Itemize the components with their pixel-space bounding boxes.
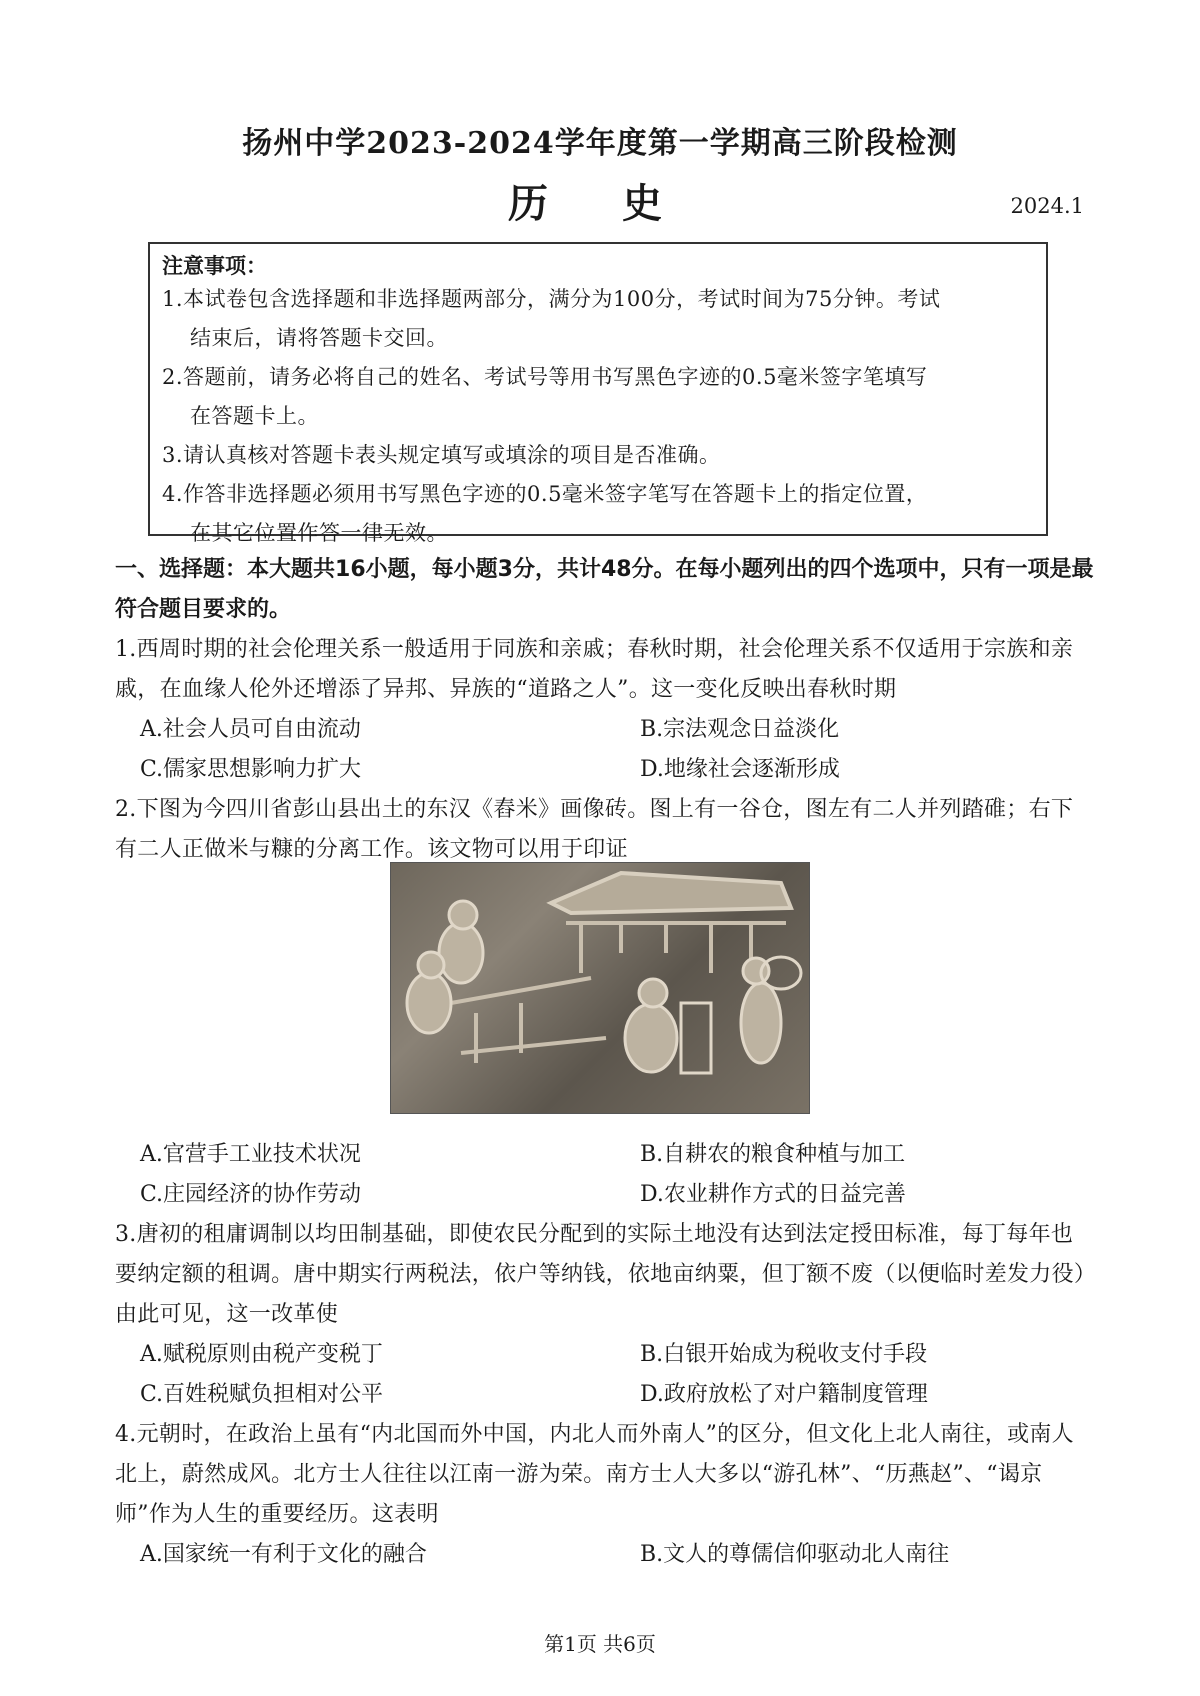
option-a: A.赋税原则由税产变税丁 [140,1342,383,1367]
page-title: 扬州中学2023-2024学年度第一学期高三阶段检测 [242,126,958,161]
section-header [115,550,1095,630]
notice-heading: 注意事项： [162,254,267,278]
notice-item [162,280,1032,358]
notice-line: 1.本试卷包含选择题和非选择题两部分，满分为100分，考试时间为75分钟。考试 [162,287,941,311]
section-text: 本大题共16小题，每小题3分，共计48分。在每小题列出的四个选项中，只有一项是最符合题目要求的。 [115,557,1094,622]
option-a: A.官营手工业技术状况 [140,1142,361,1167]
brick-relief-image [390,862,810,1114]
question-stem: 2.下图为今四川省彭山县出土的东汉《舂米》画像砖。图上有一谷仓，图左有二人并列踏碓；右下有二人正做米与糠的分离工作。该文物可以用于印证 [115,797,1074,862]
notice-item [162,475,1032,553]
question-stem: 3.唐初的租庸调制以均田制基础，即使农民分配到的实际土地没有达到法定授田标准，每丁每年也要纳定额的租调。唐中期实行两税法，依户等纳钱，依地亩纳粟，但丁额不废（以便临时差发力役）由此可见，这一改革使 [115,1222,1086,1327]
option-b: B.白银开始成为税收支付手段 [640,1342,928,1367]
notice-item [162,358,1032,436]
option-d: D.地缘社会逐渐形成 [640,757,840,782]
option-b: B.宗法观念日益淡化 [640,717,840,742]
option-c: C.儒家思想影响力扩大 [140,757,362,782]
question-stem: 1.西周时期的社会伦理关系一般适用于同族和亲戚；春秋时期，社会伦理关系不仅适用于宗族和亲戚，在血缘人伦外还增添了异邦、异族的“道路之人”。这一变化反映出春秋时期 [115,637,1074,702]
notice-line: 结束后，请将答题卡交回。 [190,326,448,350]
section-label: 一、选择题： [115,557,248,582]
exam-date: 2024.1 [1010,194,1084,218]
option-b: B.文人的尊儒信仰驱动北人南往 [640,1542,950,1567]
page-footer: 第1页 共6页 [544,1632,656,1656]
rice-pounding-relief-illustration [391,863,809,1113]
option-b: B.自耕农的粮食种植与加工 [640,1142,906,1167]
notice-line: 在答题卡上。 [190,404,319,428]
notice-line: 在其它位置作答一律无效。 [190,521,448,545]
notice-line: 2.答题前，请务必将自己的姓名、考试号等用书写黑色字迹的0.5毫米签字笔填写 [162,365,928,389]
subject-title: 历 史 [508,180,692,227]
option-c: C.庄园经济的协作劳动 [140,1182,362,1207]
option-c: C.百姓税赋负担相对公平 [140,1382,384,1407]
notice-item [162,436,1032,475]
option-a: A.社会人员可自由流动 [140,717,361,742]
notice-line: 4.作答非选择题必须用书写黑色字迹的0.5毫米签字笔写在答题卡上的指定位置， [162,482,928,506]
notice-box [148,242,1048,545]
question-stem: 4.元朝时，在政治上虽有“内北国而外中国，内北人而外南人”的区分，但文化上北人南往，或南人北上，蔚然成风。北方士人往往以江南一游为荣。南方士人大多以“游孔林”、“历燕赵”、“谒京师”作为人生的重要经历。这表明 [115,1422,1074,1527]
option-d: D.农业耕作方式的日益完善 [640,1182,906,1207]
option-a: A.国家统一有利于文化的融合 [140,1542,427,1567]
option-d: D.政府放松了对户籍制度管理 [640,1382,928,1407]
notice-line: 3.请认真核对答题卡表头规定填写或填涂的项目是否准确。 [162,443,721,467]
